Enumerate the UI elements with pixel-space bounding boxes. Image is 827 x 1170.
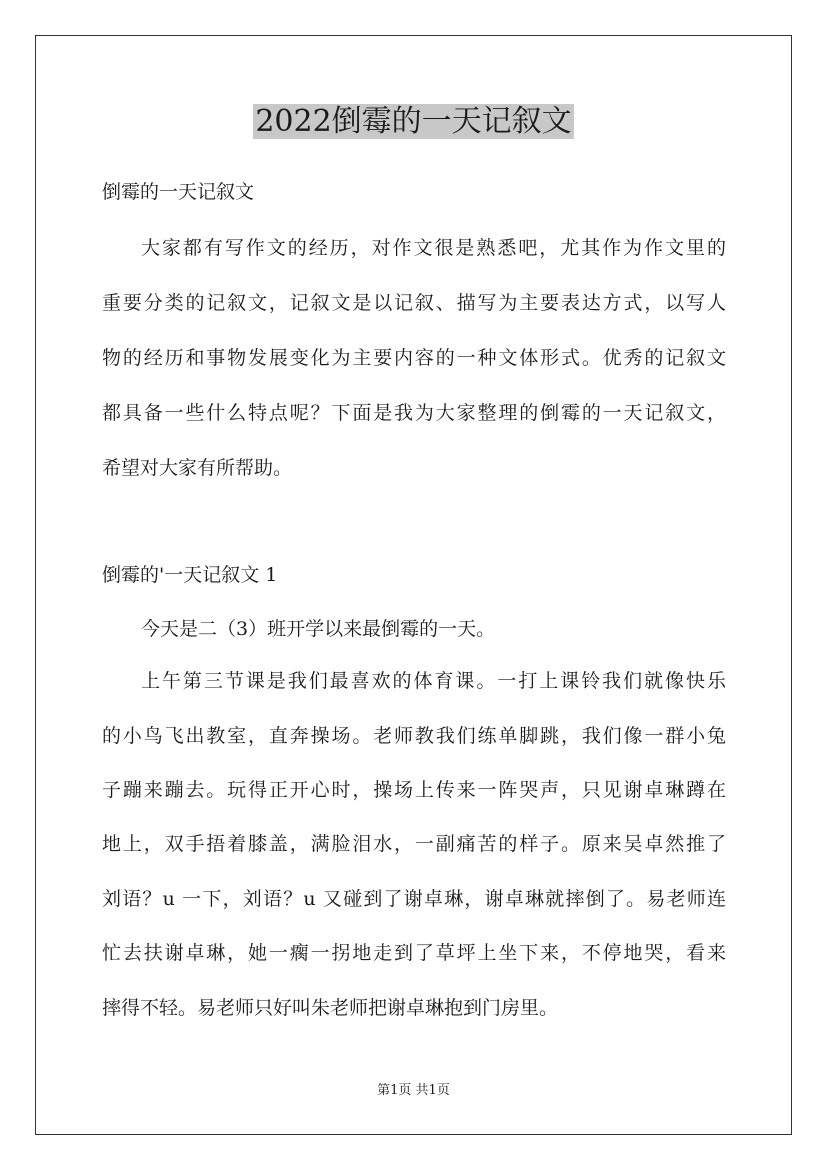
- paragraph-2-line: 地上，双手捂着膝盖，满脸泪水，一副痛苦的样子。原来吴卓然推了: [102, 833, 726, 855]
- intro-line: 物的经历和事物发展变化为主要内容的一种文体形式。优秀的记叙文: [102, 347, 726, 369]
- paragraph-2-line: 上午第三节课是我们最喜欢的体育课。一打上课铃我们就像快乐: [141, 670, 726, 692]
- page-number-footer: 第1页 共1页: [377, 1083, 450, 1098]
- document-title: [0, 100, 827, 144]
- paragraph-2-line: 子蹦来蹦去。玩得正开心时，操场上传来一阵哭声，只见谢卓琳蹲在: [102, 779, 726, 801]
- intro-line: 希望对大家有所帮助。: [102, 457, 293, 479]
- title-highlight: 2022倒霉的一天记叙文: [255, 104, 572, 139]
- paragraph-2-line: 刘语？u 一下，刘语？u 又碰到了谢卓琳，谢卓琳就摔倒了。易老师连: [102, 888, 726, 910]
- section-heading: 倒霉的'一天记叙文 1: [102, 564, 278, 586]
- paragraph-2-line: 忙去扶谢卓琳，她一瘸一拐地走到了草坪上坐下来，不停地哭，看来: [102, 942, 726, 964]
- intro-line: 都具备一些什么特点呢？下面是我为大家整理的倒霉的一天记叙文，: [102, 402, 726, 424]
- paragraph-1: 今天是二（3）班开学以来最倒霉的一天。: [141, 618, 496, 640]
- paragraph-2-line: 摔得不轻。易老师只好叫朱老师把谢卓琳抱到门房里。: [102, 997, 559, 1019]
- intro-line: 大家都有写作文的经历，对作文很是熟悉吧，尤其作为作文里的: [141, 237, 726, 259]
- paragraph-2-line: 的小鸟飞出教室，直奔操场。老师教我们练单脚跳，我们像一群小兔: [102, 725, 726, 747]
- intro-line: 重要分类的记叙文，记叙文是以记叙、描写为主要表达方式，以写人: [102, 292, 726, 314]
- document-subtitle: 倒霉的一天记叙文: [102, 181, 255, 203]
